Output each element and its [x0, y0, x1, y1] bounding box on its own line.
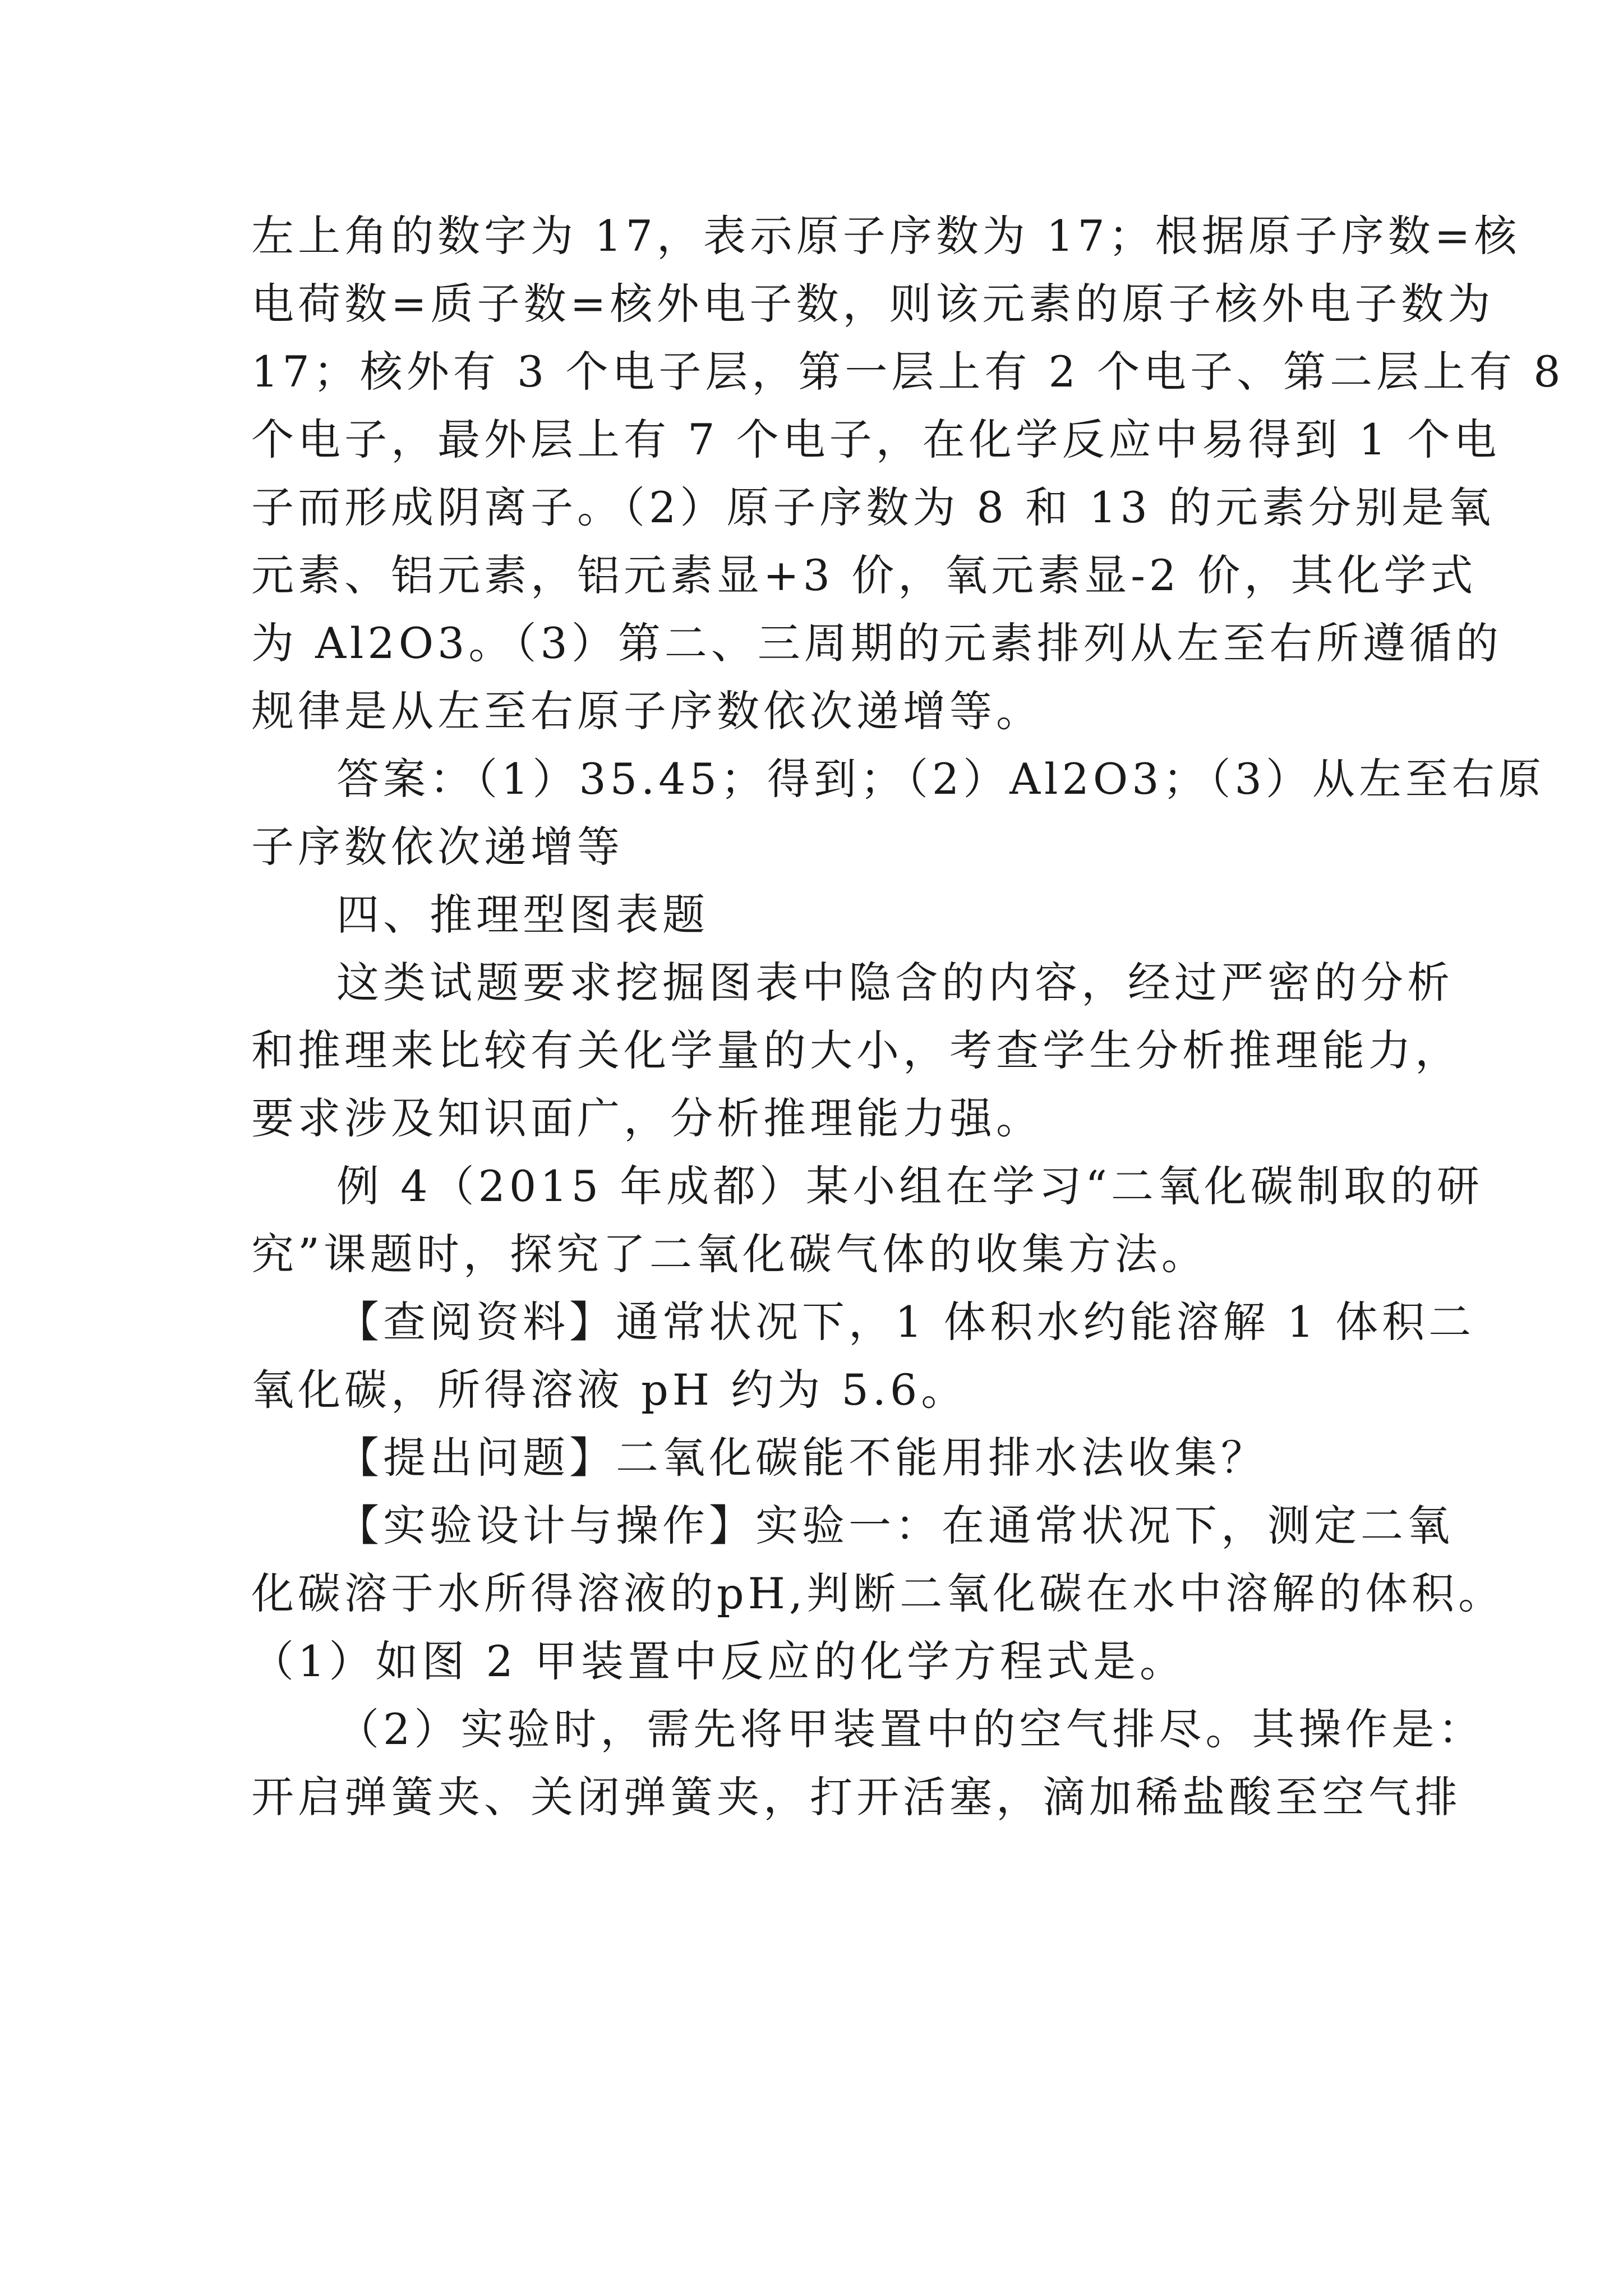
paragraph-line: 个电子，最外层上有 7 个电子，在化学反应中易得到 1 个电	[251, 415, 1501, 464]
section-heading: 四、推理型图表题	[336, 890, 709, 940]
paragraph-line: 规律是从左至右原子序数依次递增等。	[251, 686, 1043, 736]
paragraph-line: 元素、铝元素，铝元素显+3 价，氧元素显-2 价，其化学式	[251, 550, 1477, 600]
paragraph-line: （1）如图 2 甲装置中反应的化学方程式是。	[251, 1636, 1187, 1686]
paragraph-line: 和推理来比较有关化学量的大小，考查学生分析推理能力，	[251, 1025, 1461, 1075]
paragraph-line: 【查阅资料】通常状况下，1 体积水约能溶解 1 体积二	[336, 1297, 1476, 1347]
paragraph-line: 子而形成阴离子。（2）原子序数为 8 和 13 的元素分别是氧	[251, 482, 1495, 532]
paragraph-line: 为 Al2O3。（3）第二、三周期的元素排列从左至右所遵循的	[251, 618, 1502, 668]
example-line: 究”课题时，探究了二氧化碳气体的收集方法。	[251, 1229, 1208, 1279]
paragraph-line: 开启弹簧夹、关闭弹簧夹，打开活塞，滴加稀盐酸至空气排	[251, 1772, 1461, 1822]
answer-line: 子序数依次递增等	[251, 822, 624, 872]
paragraph-line: 【实验设计与操作】实验一：在通常状况下，测定二氧	[336, 1501, 1454, 1550]
paragraph-line: 化碳溶于水所得溶液的pH,判断二氧化碳在水中溶解的体积。	[251, 1568, 1505, 1618]
paragraph-line: 左上角的数字为 17，表示原子序数为 17；根据原子序数=核	[251, 211, 1521, 261]
answer-line: 答案：（1）35.45；得到；（2）Al2O3；（3）从左至右原	[336, 754, 1545, 804]
paragraph-line: 电荷数=质子数=核外电子数，则该元素的原子核外电子数为	[251, 279, 1495, 329]
example-line: 例 4（2015 年成都）某小组在学习“二氧化碳制取的研	[336, 1161, 1483, 1211]
document-body	[251, 202, 1565, 1831]
paragraph-line: 要求涉及知识面广，分析推理能力强。	[251, 1093, 1043, 1143]
paragraph-line: 【提出问题】二氧化碳能不能用排水法收集？	[336, 1433, 1267, 1483]
paragraph-line: 这类试题要求挖掘图表中隐含的内容，经过严密的分析	[336, 958, 1454, 1007]
paragraph-line: （2）实验时，需先将甲装置中的空气排尽。其操作是：	[336, 1704, 1485, 1754]
paragraph-line: 氧化碳，所得溶液 pH 约为 5.6。	[251, 1365, 968, 1415]
paragraph-line: 17；核外有 3 个电子层，第一层上有 2 个电子、第二层上有 8	[251, 347, 1565, 397]
